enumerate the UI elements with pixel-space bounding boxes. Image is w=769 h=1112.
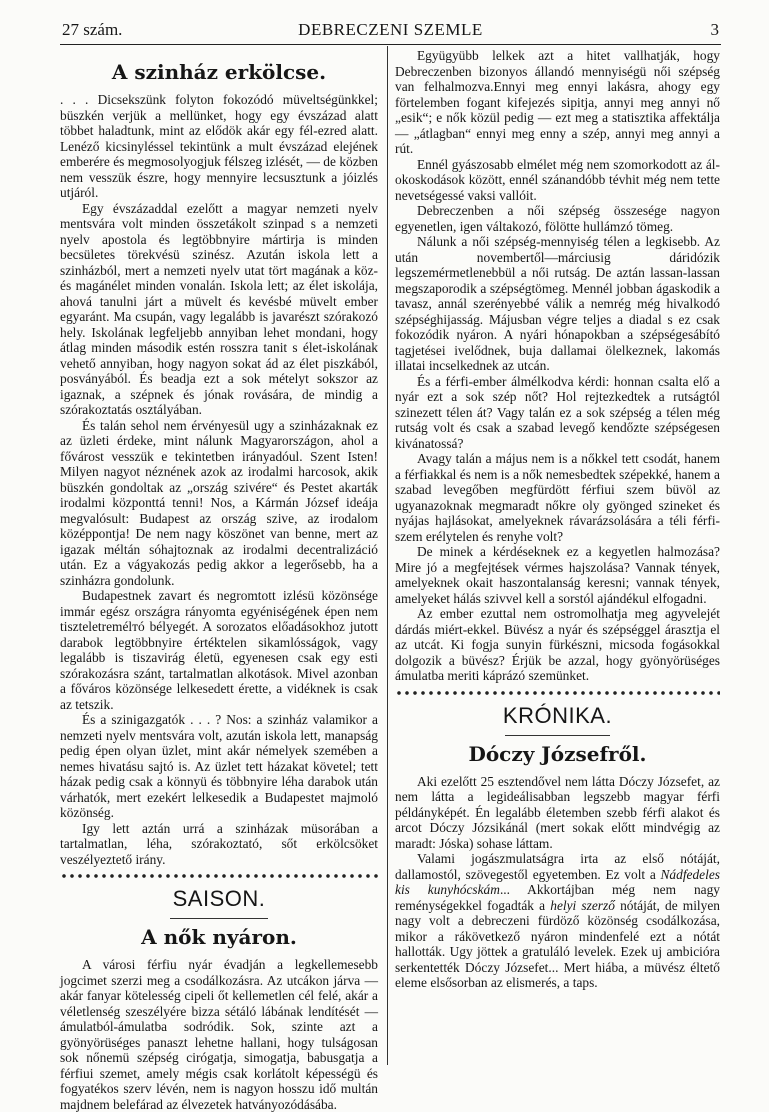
article-paragraph: És a szinigazgatók . . . ? Nos: a szinház valamikor a nemzeti nyelv mentsvára volt, azután iskola lett, manapság pedig épen olyan üzlet, mint akár némelyek szemében a nemes hivatásu sajtó is. Az üzlet tett házakat követel; tett házak pedig csak a könnyü és többnyire léha darabok után várhatók, mert ezekért lelkesedik a Budapestet majmoló közönség. <box>60 712 378 820</box>
text-run: ... Akkortájban még nem nagy reménységekkel fogadták a <box>395 882 720 913</box>
article-paragraph: Ennél gyászosabb elmélet még nem szomorkodott az ál-okoskodások között, ennél szánandóbb tévhit még nem tette nevetségessé vaksi vallóit. <box>395 156 720 203</box>
right-column <box>395 48 720 991</box>
journal-title: DEBRECZENI SZEMLE <box>298 20 483 39</box>
header-rule <box>60 44 721 45</box>
article-paragraph: Nálunk a női szépség-mennyiség télen a legkisebb. Az után novembertől—márciusig dáridózik legszemérmetlenebbül a női rutság. De aztán lassan-lassan megszaporodik a szépségtömeg. Mennél jobban ágaskodik a tavasz, annál szerényebbé válik a nemrég még hivalkodó szépséghijasság. Májusban végre teljes a diadal s ez csak fokozódik nyáron. A nyári hónapokban a szépségesábító tagjetései ivelődnek, buja dallamai ölelkeznek, lakomás illatai incselkednek az utcán. <box>395 234 720 373</box>
article-paragraph <box>395 851 720 991</box>
article-paragraph: Avagy talán a május nem is a nőkkel tett csodát, hanem a férfiakkal és nem is a nők nemesbedtek szépekké, hanem a szabad levegőben megfürdött férfiui szem büvöl az ugyanazoknak megmaradt nőkre oly gyönged szineket és nyájas hajlásokat, amelyeknek rávarázsolására a téli férfi-szem erélytelen és renyhe volt? <box>395 451 720 544</box>
article-paragraph: Az ember ezuttal nem ostromolhatja meg agyvelejét dárdás miért-ekkel. Büvész a nyár és szépséggel árasztja el az utcát. Ki fogja sunyin fürkészni, micsoda fogásokkal dolgozik a büvész? Érjük be azzal, hogy gyönyörüséges ámulatba meriti káprázó szemünket. <box>395 606 720 683</box>
article-paragraph: Aki ezelőtt 25 esztendővel nem látta Dóczy Józsefet, az nem látta a legideálisabban legszebb magyar férfi példányképét. Én legalább életemben szebb férfi alakot és arcot Dóczy Józsikánál (mert sokak előtt mindvégig az maradt: Jóska) sohase láttam. <box>395 773 720 851</box>
article-paragraph: És talán sehol nem érvényesül ugy a szinházaknak ez az üzleti érdeke, mint nálunk Magyarországon, ahol a fővárost vesszük e tekintetben irányadóul. Szent Isten! Milyen nagyot néznének azok az irodalmi harcosok, akik büszkén gondoltak az „ország szivére“ és Pestet akarták irodalmi központtá tenni! Nos, a Kármán József ideája megvalósult: Budapest az ország szive, az irodalom középpontja! De nem nagy köszönet van benne, mert az igazak méltán sóhajtoznak az irodalmi decentralizáció után. Ez a vágyakozás pedig akkor a legerősebb, ha a szinházra gondolunk. <box>60 417 378 588</box>
article-title-nok-nyaron: A nők nyáron. <box>141 925 297 949</box>
column-divider <box>387 46 388 1065</box>
song-title: Nádfedeles kis kunyhócskám <box>395 866 720 897</box>
text-run: nótáját, de milyen nagy volt a debreczeni fürdöző közönség csodálkozása, mikor a rákövetkező nyáron mindenfelé ezt a nótát hallották. Ugy jöttek a gratuláló levelek. Ezek uj ambicióra serkentették Dóczy Józsefet... Mert hiába, a müvész éltető eleme elsősorban az elismerés, a taps. <box>395 897 720 990</box>
page-number: 3 <box>710 20 719 39</box>
article-paragraph: Debreczenben a női szépség összesége nagyon egyenetlen, igen váltakozó, fölötte hullámzó tömeg. <box>395 203 720 234</box>
page-issue-number: 27 szám. <box>62 20 123 39</box>
article-paragraph: A városi férfiu nyár évadján a legkellemesebb jogcimet szerzi meg a csodálkozásra. Az utcákon járva — akár fanyar kötelesség cipeli őt kellemetlen cél felé, akár a véletlenség szeszélyére bizza sétáló lábának lendítését — ámulatból-ámulatba sodródik. Sok, szinte azt a gyönyörüséges panaszt lehetne hallani, hogy tulságosan sok nőnemü szépség cirógatja, simogatja, babusgatja a férfiui szemet, amely mégis csak korlátolt képességü és fogyatékos szerv lévén, nem is nagyon hosszu idő multán majdnem belefárad az élvezetek hatványozódásába. <box>60 957 378 1112</box>
article-paragraph: És a férfi-ember álmélkodva kérdi: honnan csalta elő a nyár ezt a sok szép nőt? Hol rejtezkedtek a rutságtól szinezett télen át? Vagy talán ez a sok szépség a télen még rutság volt és csak a szabad levegő kendőzte szépségesen kivánatossá? <box>395 373 720 451</box>
ornament-divider <box>395 687 720 699</box>
running-head <box>62 20 719 44</box>
article-title-szinhaz: A szinház erkölcse. <box>111 60 327 84</box>
ornament-divider <box>60 870 378 882</box>
article-paragraph: Igy lett aztán urrá a szinházak müsorában a tartalmatlan, léha, szórakoztató, sőt erkölcsöket veszélyeztető irány. <box>60 820 378 867</box>
text-run: Valami jogászmulatságra irta az első nótáját, dallamostól, szövegestől egyetemben. Ez volt a <box>395 851 720 882</box>
article-title-doczy: Dóczy Józsefről. <box>468 741 647 766</box>
article-paragraph: Budapestnek zavart és negromtott izlésü közönsége immár egész országra rányomta egyéniségének épen nem tiszteletremélтó bélyegét. A sorozatos előadásokhoz jutott darabok legtöbbnyire értéktelen sikamlósságok, vagy legalább is tiszavirág életü, egyenesen csak egy esti szórakozásra szánt, tartalmatlan alkotások. Mivel azonban a főváros közönsége lelkesedett érette, a vidéknek is csak az tetszik. <box>60 588 378 712</box>
article-paragraph: Egy évszázaddal ezelőtt a magyar nemzeti nyelv mentsvára volt minden összetákolt szinpad s a nemzeti nyelv apostola és legtöbbnyire mártirja is minden becsületes törekvésü szinész. Azután iskola lett a szinházból, mert a nemzeti nyelv utat tört magának a köz- és magánélet minden vonalán. Iskola lett; az élet iskolája, ahová tanulni járt a müvelt és kevésbé müvelt ember egyaránt. Ma csupán, vagy legalább is javarészt szórakozó hely. Iskolának legfeljebb annyiban lehet mondani, hogy átlag minden második estén rosszra tanit s élet-iskolának vehető annyiban, hogy nagyon sokat ád az élet piszkából, posványából. És beadja ezt a sok mételyt sokszor az igaznak, a szépnek és jónak rovására, de mindig a szórakoztatás osztályában. <box>60 200 378 417</box>
emphasis: helyi szerző <box>550 897 615 913</box>
left-column <box>60 48 378 1112</box>
article-paragraph: Együgyübb lelkek azt a hitet vallhatják, hogy Debreczenben bizonyos állandó mennyiségü női szépség van felhalmozva.Ennyi meg ennyi lakásra, ahogy egy förtelemben fogant kifejezés sipitja, annyi meg annyi nő „esik“; e nők közül pedig — ezt meg a statisztika affektálja — „átlagban“ ennyi meg enny a szép, annyi meg annyi a rút. <box>395 48 720 156</box>
section-heading-saison: SAISON. <box>172 886 266 911</box>
section-rule <box>170 918 268 919</box>
section-heading-kronika: KRÓNIKA. <box>502 702 613 728</box>
section-rule <box>505 735 610 736</box>
article-paragraph: . . . Dicsekszünk folyton fokozódó müveltségünkkel; büszkén verjük a mellünket, hogy egy évszázad alatt többet haladtunk, mint az elődök akár egy fél-ezred alatt. Lenéző kicsinyléssel tekintünk a mult évszázad elejének emberére és megmosolyogjuk félszeg izlését, — de közben nem vesszük észre, hogy mennyire lecsusztunk a jóizlés utjáról. <box>60 92 378 200</box>
article-paragraph: De minek a kérdéseknek ez a kegyetlen halmozása? Mire jó a megfejtések vérmes hajszolása? Vannak tények, amelyeknek okait haszontalanság keresni; vannak tények, amelyeket hálás szivvel kell a sorstól ajándékul elfogadni. <box>395 544 720 606</box>
